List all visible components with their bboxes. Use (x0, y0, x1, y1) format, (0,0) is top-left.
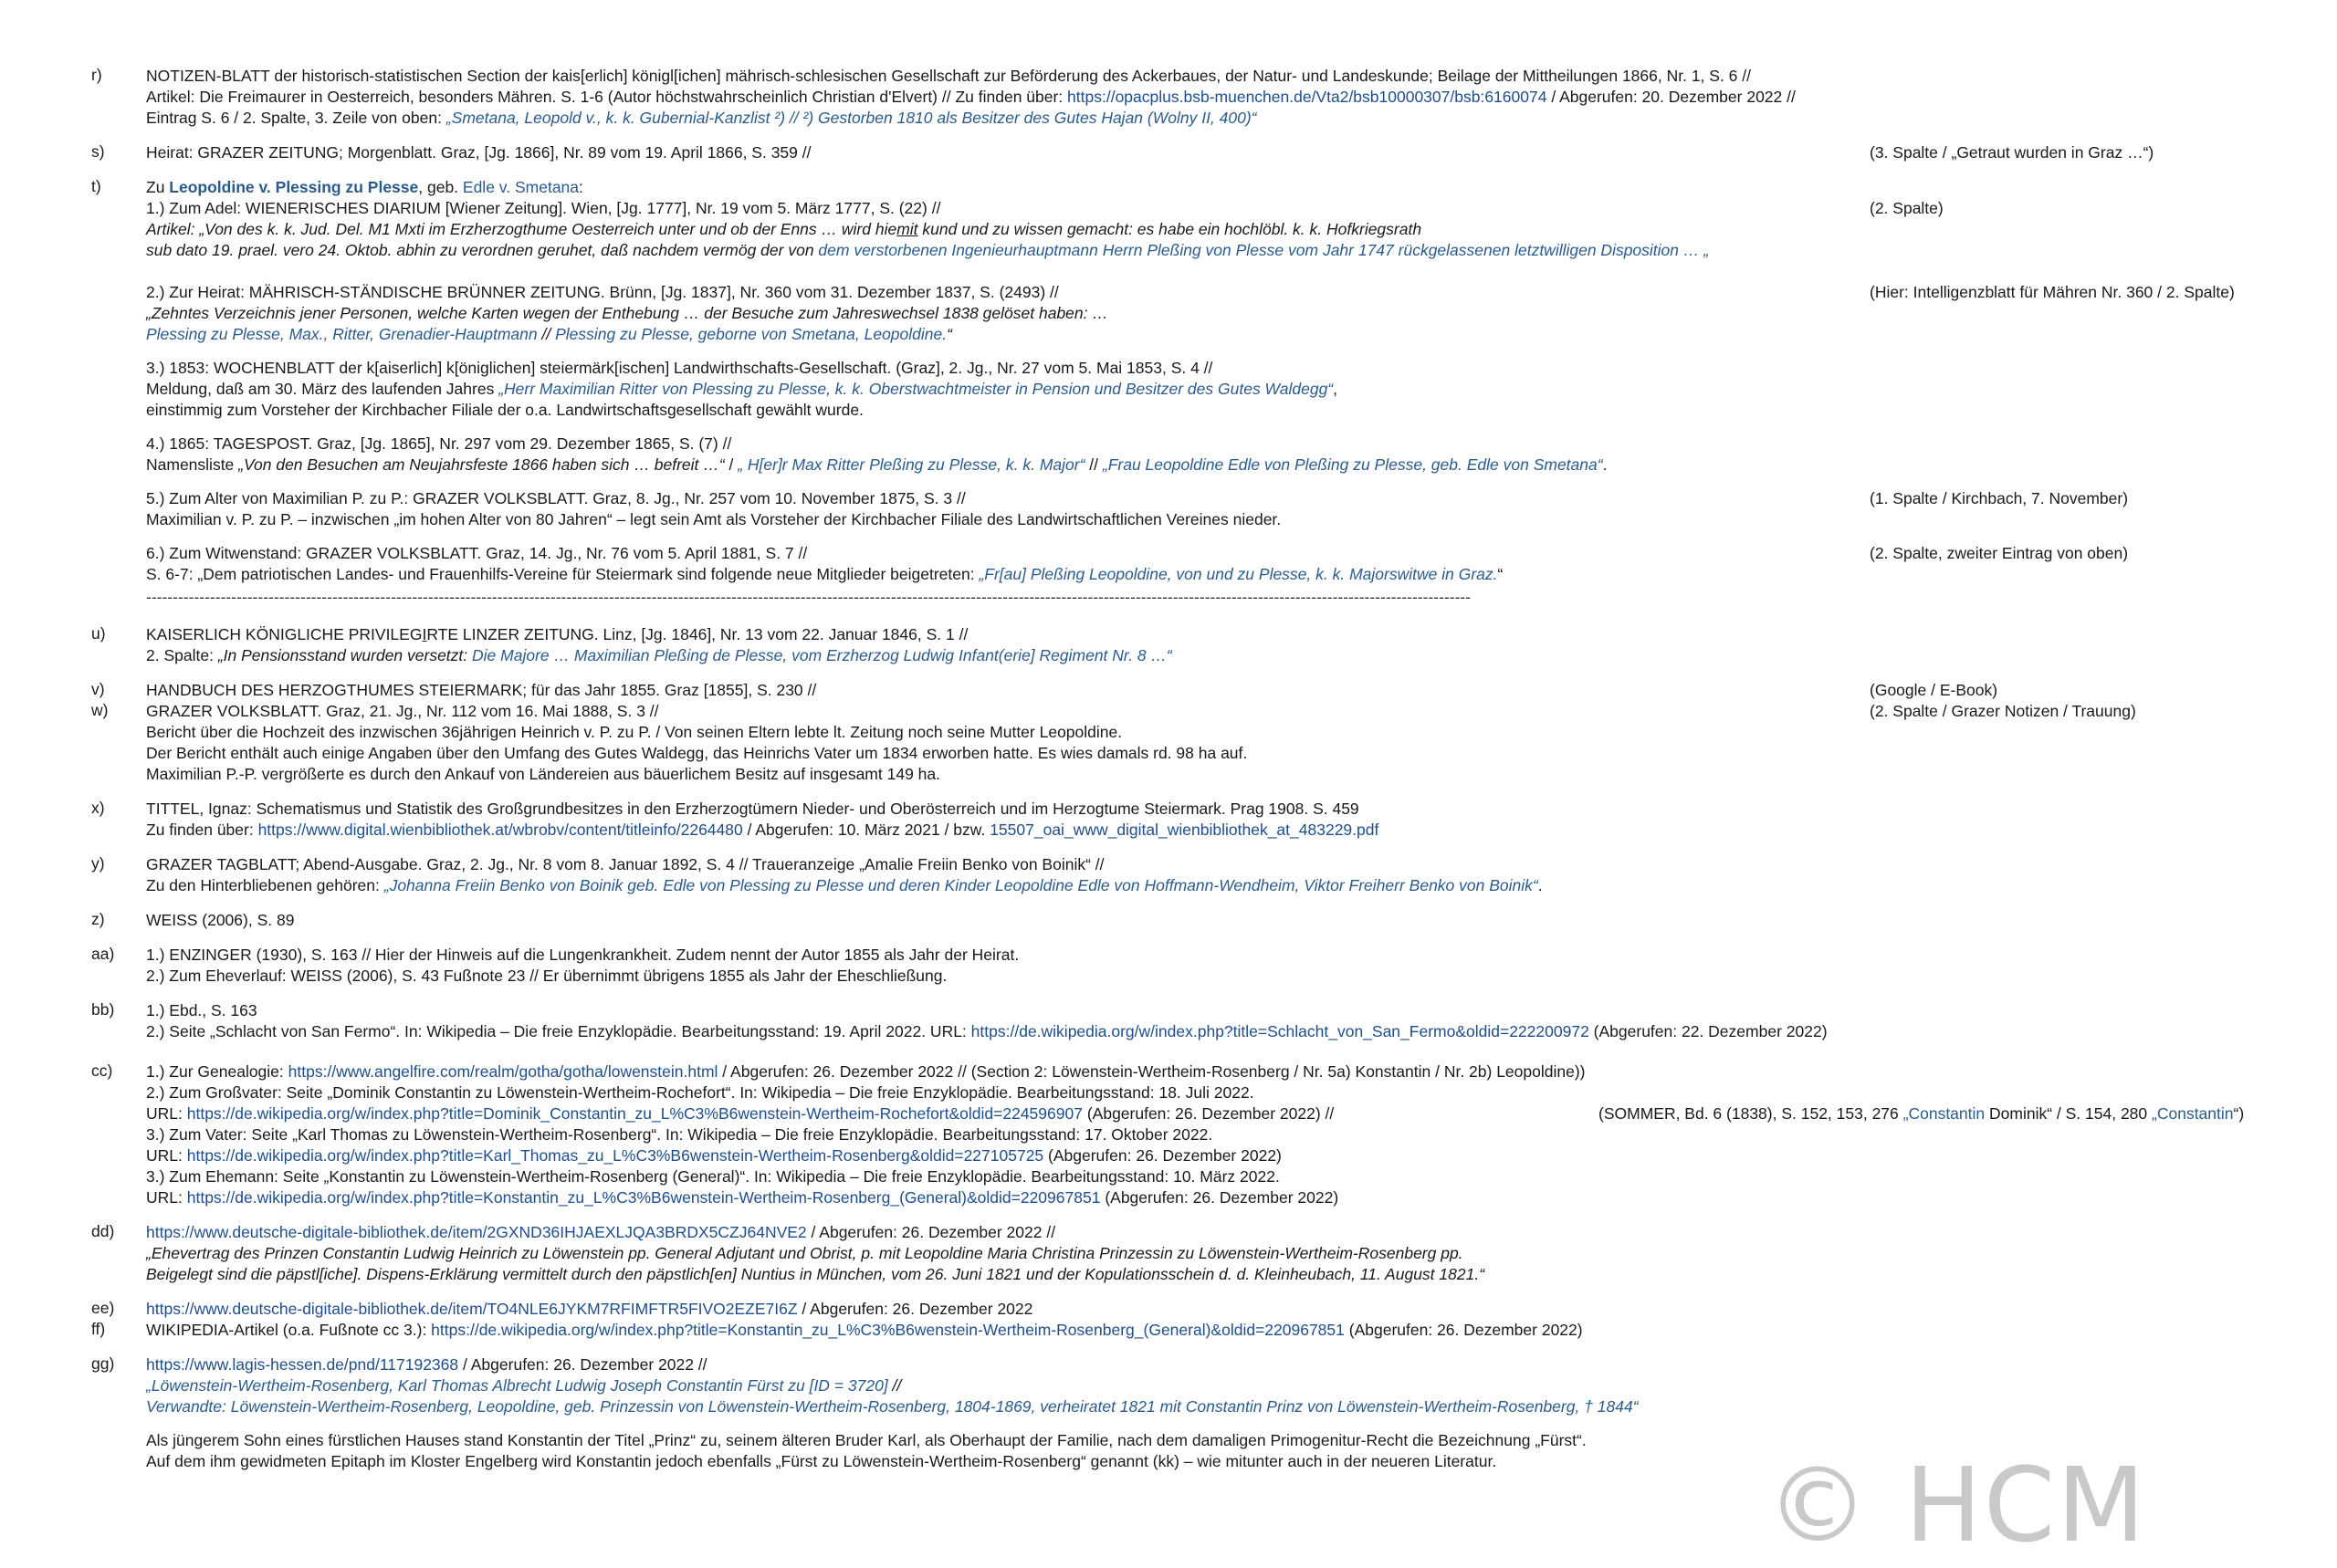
subentry-2 (146, 282, 2235, 345)
footnote-line: 1.) ENZINGER (1930), S. 163 // Hier der Hinweis auf die Lungenkrankheit. Zudem nennt der Autor 1855 als Jahr der Heirat. (146, 946, 1020, 964)
footnote-line: Der Bericht enthält auch einige Angaben über den Umfang des Gutes Waldegg, das Heinrichs Vater um 1834 erworben hatte. Es wies damals rd. 98 ha auf. (146, 744, 1248, 762)
quote: „In Pensionsstand wurden versetzt: (217, 646, 473, 664)
text: / Abgerufen: 26. Dezember 2022 (797, 1300, 1033, 1318)
footnote-line (146, 1222, 1881, 1243)
footnote-line (146, 1021, 1881, 1042)
footnote-line (146, 1375, 1881, 1396)
quote: „Fr[au] Pleßing Leopoldine, von und zu Plesse, k. k. Majorswitwe in Graz. (979, 565, 1498, 583)
source-link[interactable]: https://www.deutsche-digitale-bibliothek.de/item/TO4NLE6JYKM7RFIMFTR5FIVO2EZE7I6Z (146, 1300, 798, 1318)
footnote-dd (91, 1222, 2319, 1285)
column-note: (Hier: Intelligenzblatt für Mähren Nr. 360 / 2. Spalte) (1870, 283, 2235, 301)
column-note: (Google / E-Book) (1870, 681, 1998, 699)
column-note: (2. Spalte / Grazer Notizen / Trauung) (1870, 702, 2136, 720)
separator-line: --------------------------------------------------------------------------------------------------------------------------------------------------------------------------------------------------------------------------------------------------------- (146, 588, 1472, 606)
text: / Abgerufen: 26. Dezember 2022 // (458, 1355, 707, 1374)
footnote-line: Beigelegt sind die päpstl[iche]. Dispens-Erklärung vermittelt durch den päpstlich[en] Nuntius in München, vom 26. Juni 1821 und der Kopulationsschein d. d. Kleinheubach, 11. August 1821.“ (146, 1265, 1485, 1283)
source-link[interactable]: https://de.wikipedia.org/w/index.php?title=Dominik_Constantin_zu_L%C3%B6wenstein-Wertheim-Rochefort&oldid=224596907 (186, 1104, 1083, 1123)
footnote-line: NOTIZEN-BLATT der historisch-statistischen Section der kais[erlich] königl[ichen] mährisch-schlesischen Gesellschaft zur Beförderung des Ackerbaues, der Natur- und Landeskunde; Beilage der Mittheilungen 1866, Nr. 1, S. 6 // (146, 67, 1751, 85)
footnote-label: v) (91, 680, 105, 698)
footnote-line: 4.) 1865: TAGESPOST. Graz, [Jg. 1865], Nr. 297 vom 29. Dezember 1865, S. (7) // (146, 434, 732, 453)
footnote-label: y) (91, 854, 105, 873)
footnote-label: x) (91, 799, 105, 817)
footnote-z (91, 910, 2319, 931)
footnote-line (146, 488, 2129, 509)
text: “) (2233, 1104, 2245, 1123)
footnote-line (146, 1320, 1881, 1341)
text: / Abgerufen: 26. Dezember 2022 // (806, 1223, 1056, 1241)
person-name: Leopoldine v. Plessing zu Plesse (169, 178, 419, 196)
footnote-heading (146, 177, 1881, 198)
copyright-watermark: © HCM (1766, 1447, 2147, 1565)
footnote-line (146, 1187, 1881, 1208)
text: 2.) Zur Heirat: MÄHRISCH-STÄNDISCHE BRÜNNER ZEITUNG. Brünn, [Jg. 1837], Nr. 360 vom 31. Dezember 1837, S. (2493) // (146, 283, 1059, 301)
quote: „Frau Leopoldine Edle von Pleßing zu Plesse, geb. Edle von Smetana“ (1102, 455, 1603, 474)
footnote-line (146, 1103, 2245, 1124)
footnote-line (146, 219, 1881, 240)
text: S. 6-7: „Dem patriotischen Landes- und Frauenhilfs-Vereine für Steiermark sind folgende neue Mitglieder beigetreten: (146, 565, 980, 583)
footnote-line: Als jüngerem Sohn eines fürstlichen Hauses stand Konstantin der Titel „Prinz“ zu, seinem älteren Bruder Karl, als Oberhaupt der Familie, nach dem damaligen Primogenitur-Recht die Bezeichnung „Fürst“. (146, 1431, 1587, 1449)
column-note: (2. Spalte) (1870, 199, 1944, 217)
footnote-label: t) (91, 177, 101, 195)
column-note (1598, 1103, 2244, 1124)
quote: „Herr Maximilian Ritter von Plessing zu Plesse, k. k. Oberstwachtmeister in Pension und Besitzer des Gutes Waldegg“ (498, 380, 1334, 398)
text: Zu den Hinterbliebenen gehören: (146, 876, 384, 894)
footnote-line (146, 455, 1881, 476)
source-link[interactable]: https://de.wikipedia.org/w/index.php?title=Karl_Thomas_zu_L%C3%B6wenstein-Wertheim-Rosenberg&oldid=227105725 (186, 1146, 1044, 1165)
footnote-label: s) (91, 142, 105, 161)
footnote-label: cc) (91, 1061, 113, 1080)
footnote-line (146, 108, 1881, 129)
text: Eintrag S. 6 / 2. Spalte, 3. Zeile von oben: (146, 109, 446, 127)
footnote-line (146, 1354, 1881, 1375)
text: Artikel: „Von des k. k. Jud. Del. M1 Mxti im Erzherzogthume Oesterreich unter und ob der Enns … wird hie (146, 220, 897, 238)
footnote-line: TITTEL, Ignaz: Schematismus und Statistik des Großgrundbesitzes in den Erzherzogtümern Nieder- und Oberösterreich und im Herzogtume Steiermark. Prag 1908. S. 459 (146, 800, 1359, 818)
text: (Abgerufen: 26. Dezember 2022) // (1082, 1104, 1335, 1123)
text: // (1085, 455, 1103, 474)
footnote-line (146, 680, 1998, 701)
text: : (579, 178, 583, 196)
text: . (1537, 876, 1543, 894)
footnote-line: „Zehntes Verzeichnis jener Personen, welche Karten wegen der Enthebung … der Besuche zum Jahreswechsel 1838 gelöset haben: … (146, 304, 1108, 322)
subentry-3 (146, 358, 1881, 421)
text: Dominik“ / S. 154, 280 (1985, 1104, 2153, 1123)
footnote-label: bb) (91, 1000, 115, 1019)
quote: Plessing zu Plesse, Max., Ritter, Grenadier-Hauptmann (146, 325, 538, 343)
footnote-line (146, 1145, 1881, 1166)
footnote-line: WEISS (2006), S. 89 (146, 911, 295, 929)
source-link[interactable]: https://www.deutsche-digitale-bibliothek.de/item/2GXND36IHJAEXLJQA3BRDX5CZJ64NVE2 (146, 1223, 807, 1241)
footnote-ff (91, 1320, 2319, 1341)
underlined-text: I (422, 625, 427, 643)
footnote-line (146, 1299, 1881, 1320)
footnote-label: z) (91, 910, 105, 928)
source-link[interactable]: https://www.angelfire.com/realm/gotha/gotha/lowenstein.html (288, 1062, 718, 1081)
text: Zu finden über: (146, 821, 258, 839)
footnote-line: 3.) Zum Ehemann: Seite „Konstantin zu Löwenstein-Wertheim-Rosenberg (General)“. In: Wikipedia – Die freie Enzyklopädie. Bearbeitungsstand: 10. März 2022. (146, 1167, 1280, 1186)
text: , geb. (418, 178, 463, 196)
footnote-ee (91, 1299, 2319, 1320)
text: // (537, 325, 556, 343)
underlined-text: mit (896, 220, 918, 238)
quote: Die Majore … Maximilian Pleßing de Plesse, vom Erzherzog Ludwig Infant(erie] Regiment Nr. 8 …“ (472, 646, 1172, 664)
footnote-line (146, 875, 1881, 896)
quote: dem verstorbenen Ingenieurhauptmann Herrn Pleßing von Plesse vom Jahr 1747 rückgelassenen letztwilligen Disposition … „ (818, 241, 1710, 259)
text: GRAZER VOLKSBLATT. Graz, 21. Jg., Nr. 112 vom 16. Mai 1888, S. 3 // (146, 702, 659, 720)
footnote-line: Maximilian P.-P. vergrößerte es durch den Ankauf von Ländereien aus bäuerlichem Besitz auf insgesamt 149 ha. (146, 765, 940, 783)
footnote-line (146, 87, 1881, 108)
text: 1.) Zur Genealogie: (146, 1062, 288, 1081)
footnote-t (91, 177, 2319, 608)
text: / Abgerufen: 10. März 2021 / bzw. (742, 821, 990, 839)
footnote-line (146, 1061, 1881, 1082)
text: URL: (146, 1104, 187, 1123)
text: Heirat: GRAZER ZEITUNG; Morgenblatt. Graz, [Jg. 1866], Nr. 89 vom 19. April 1866, S. 359 // (146, 143, 812, 162)
quote: „Von den Besuchen am Neujahrsfeste 1866 haben sich … befreit …“ (238, 455, 725, 474)
source-link[interactable]: https://de.wikipedia.org/w/index.php?title=Konstantin_zu_L%C3%B6wenstein-Wertheim-Rosenberg_(General)&oldid=220967851 (431, 1321, 1345, 1339)
quote: Plessing zu Plesse, geborne von Smetana, Leopoldine. (555, 325, 948, 343)
text: Artikel: Die Freimaurer in Oesterreich, besonders Mähren. S. 1-6 (Autor höchstwahrscheinlich Christian d'Elvert) // Zu finden über: (146, 88, 1068, 106)
quote: „Constantin (1902, 1104, 1986, 1123)
footnote-label: w) (91, 701, 109, 719)
text: 5.) Zum Alter von Maximilian P. zu P.: GRAZER VOLKSBLATT. Graz, 8. Jg., Nr. 257 vom 10. November 1875, S. 3 // (146, 489, 966, 507)
footnotes-page (91, 66, 2319, 1486)
footnote-line (146, 645, 1881, 666)
quote: „Constantin (2152, 1104, 2234, 1123)
footnote-label: dd) (91, 1222, 115, 1240)
footnote-x (91, 799, 2319, 841)
text: kund und zu wissen gemacht: es habe ein hochlöbl. k. k. Hofkriegsrath (917, 220, 1422, 238)
text: URL: (146, 1188, 187, 1207)
footnote-line: 1.) Ebd., S. 163 (146, 1001, 257, 1019)
text: WIKIPEDIA-Artikel (o.a. Fußnote cc 3.): (146, 1321, 432, 1339)
text: . (1602, 455, 1608, 474)
footnote-r (91, 66, 2319, 129)
footnote-line: 2.) Zum Eheverlauf: WEISS (2006), S. 43 Fußnote 23 // Er übernimmt übrigens 1855 als Jahr der Eheschließung. (146, 967, 948, 985)
source-link[interactable]: https://opacplus.bsb-muenchen.de/Vta2/bsb10000307/bsb:6160074 (1067, 88, 1547, 106)
birth-name: Edle v. Smetana (462, 178, 580, 196)
text: 6.) Zum Witwenstand: GRAZER VOLKSBLATT. Graz, 14. Jg., Nr. 76 vom 5. April 1881, S. 7 // (146, 544, 808, 562)
footnote-y (91, 854, 2319, 896)
quote: „ H[er]r Max Ritter Pleßing zu Plesse, k. k. Major“ (738, 455, 1085, 474)
quote: „Johanna Freiin Benko von Boinik geb. Edle von Plessing zu Plesse und deren Kinder Leopoldine Edle von Hoffmann-Wendheim, Viktor Freiherr Benko von Boinik“ (383, 876, 1538, 894)
footnote-line: 3.) 1853: WOCHENBLATT der k[aiserlich] k[öniglichen] steiermärk[ischen] Landwirthschafts-Gesellschaft. (Graz], 2. Jg., Nr. 27 vom 5. Mai 1853, S. 4 // (146, 359, 1213, 377)
footnote-label: ee) (91, 1299, 115, 1317)
footnote-line: Verwandte: Löwenstein-Wertheim-Rosenberg, Leopoldine, geb. Prinzessin von Löwenstein-Wertheim-Rosenberg, 1804-1869, verheiratet 1821 mit Constantin Prinz von Löwenstein-Wertheim-Rosenberg, † 1844“ (146, 1397, 1639, 1416)
source-link[interactable]: https://www.digital.wienbibliothek.at/wbrobv/content/titleinfo/2264480 (257, 821, 743, 839)
footnote-line: Auf dem ihm gewidmeten Epitaph im Kloster Engelberg wird Konstantin jedoch ebenfalls „Fürst zu Löwenstein-Wertheim-Rosenberg“ genannt (kk) – wie mitunter auch in der neueren Literatur. (146, 1452, 1497, 1470)
footnote-w (91, 701, 2319, 785)
text: Namensliste (146, 455, 239, 474)
text: / Abgerufen: 26. Dezember 2022 // (Section 2: Löwenstein-Wertheim-Rosenberg / Nr. 5a) Konstantin / Nr. 2b) Leopoldine)) (718, 1062, 1586, 1081)
footnote-label: gg) (91, 1354, 115, 1373)
text: (Abgerufen: 26. Dezember 2022) (1100, 1188, 1339, 1207)
footnote-line (146, 564, 1881, 585)
text: KAISERLICH KÖNIGLICHE PRIVILEG (146, 625, 423, 643)
footnote-line: 2.) Zum Großvater: Seite „Dominik Constantin zu Löwenstein-Wertheim-Rochefort“. In: Wikipedia – Die freie Enzyklopädie. Bearbeitungsstand: 18. Juli 2022. (146, 1083, 1254, 1102)
source-link[interactable]: https://de.wikipedia.org/w/index.php?title=Konstantin_zu_L%C3%B6wenstein-Wertheim-Rosenberg_(General)&oldid=220967851 (186, 1188, 1101, 1207)
footnote-s (91, 142, 2319, 163)
text: / Abgerufen: 20. Dezember 2022 // (1546, 88, 1796, 106)
footnote-label: ff) (91, 1320, 106, 1338)
text: “ (947, 325, 952, 343)
text: “ (1497, 565, 1504, 583)
footnote-line: einstimmig zum Vorsteher der Kirchbacher Filiale der o.a. Landwirtschaftsgesellschaft gewählt wurde. (146, 401, 864, 419)
quote: „Smetana, Leopold v., k. k. Gubernial-Kanzlist ²) // ²) Gestorben 1810 als Besitzer des Gutes Hajan (Wolny II, 400)“ (445, 109, 1257, 127)
text: (SOMMER, Bd. 6 (1838), S. 152, 153, 276 (1598, 1104, 1903, 1123)
text: RTE LINZER ZEITUNG. Linz, [Jg. 1846], Nr. 13 vom 22. Januar 1846, S. 1 // (426, 625, 969, 643)
footnote-line (146, 198, 1944, 219)
footnote-line (146, 701, 2136, 722)
footnote-line (146, 624, 1881, 645)
footnote-line: „Ehevertrag des Prinzen Constantin Ludwig Heinrich zu Löwenstein pp. General Adjutant und Obrist, p. mit Leopoldine Maria Christina Prinzessin zu Löwenstein-Wertheim-Rosenberg pp. (146, 1244, 1463, 1262)
footnote-line: GRAZER TAGBLATT; Abend-Ausgabe. Graz, 2. Jg., Nr. 8 vom 8. Januar 1892, S. 4 // Traueranzeige „Amalie Freiin Benko von Boinik“ // (146, 855, 1105, 873)
text: , (1333, 380, 1338, 398)
column-note: (2. Spalte, zweiter Eintrag von oben) (1870, 544, 2129, 562)
subentry-6 (146, 543, 2129, 585)
footnote-line: Bericht über die Hochzeit des inzwischen 36jährigen Heinrich v. P. zu P. / Von seinen Eltern lebte lt. Zeitung noch seine Mutter Leopoldine. (146, 723, 1123, 741)
text: (Abgerufen: 26. Dezember 2022) (1344, 1321, 1583, 1339)
text: // (887, 1376, 902, 1395)
text: HANDBUCH DES HERZOGTHUMES STEIERMARK; für das Jahr 1855. Graz [1855], S. 230 // (146, 681, 817, 699)
footnote-line (146, 543, 2129, 564)
footnote-u (91, 624, 2319, 666)
footnote-line (146, 820, 1881, 841)
text: Zu (146, 178, 170, 196)
footnote-cc (91, 1061, 2319, 1208)
footnote-line: 3.) Zum Vater: Seite „Karl Thomas zu Löwenstein-Wertheim-Rosenberg“. In: Wikipedia – Die freie Enzyklopädie. Bearbeitungsstand: 17. Oktober 2022. (146, 1125, 1213, 1144)
footnote-line (146, 379, 1881, 400)
text: URL: (146, 1146, 187, 1165)
footnote-label: aa) (91, 945, 115, 963)
column-note: (3. Spalte / „Getraut wurden in Graz …“) (1870, 143, 2154, 162)
footnote-line (146, 324, 1881, 345)
footnote-v (91, 680, 2319, 701)
text: Meldung, daß am 30. März des laufenden Jahres (146, 380, 499, 398)
subentry-5 (146, 488, 2129, 530)
text: (Abgerufen: 26. Dezember 2022) (1043, 1146, 1282, 1165)
text: sub dato 19. prael. vero 24. Oktob. abhin zu verordnen geruhet, daß nachdem vermög der von (146, 241, 819, 259)
footnote-line (146, 142, 2154, 163)
text: 2.) Seite „Schlacht von San Fermo“. In: Wikipedia – Die freie Enzyklopädie. Bearbeitungsstand: 19. April 2022. URL: (146, 1022, 971, 1040)
quote: „Löwenstein-Wertheim-Rosenberg, Karl Thomas Albrecht Ludwig Joseph Constantin Fürst zu [ID = 3720] (146, 1376, 888, 1395)
subentry-4 (146, 434, 1881, 476)
text: (Abgerufen: 22. Dezember 2022) (1588, 1022, 1828, 1040)
column-note: (1. Spalte / Kirchbach, 7. November) (1870, 489, 2129, 507)
text: / (724, 455, 739, 474)
footnote-line (146, 240, 1881, 261)
footnote-aa (91, 945, 2319, 987)
footnote-label: r) (91, 66, 102, 84)
text: 2. Spalte: (146, 646, 218, 664)
footnote-label: u) (91, 624, 106, 643)
footnote-line: Maximilian v. P. zu P. – inzwischen „im hohen Alter von 80 Jahren“ – legt sein Amt als Vorsteher der Kirchbacher Filiale des Landwirtschaftlichen Vereines nieder. (146, 510, 1282, 528)
pdf-link[interactable]: 15507_oai_www_digital_wienbibliothek_at_483229.pdf (990, 821, 1379, 839)
footnote-bb (91, 1000, 2319, 1042)
source-link[interactable]: https://de.wikipedia.org/w/index.php?title=Schlacht_von_San_Fermo&oldid=222200972 (970, 1022, 1589, 1040)
source-link[interactable]: https://www.lagis-hessen.de/pnd/117192368 (146, 1355, 459, 1374)
text: 1.) Zum Adel: WIENERISCHES DIARIUM [Wiener Zeitung]. Wien, [Jg. 1777], Nr. 19 vom 5. März 1777, S. (22) // (146, 199, 941, 217)
footnote-line (146, 282, 2235, 303)
